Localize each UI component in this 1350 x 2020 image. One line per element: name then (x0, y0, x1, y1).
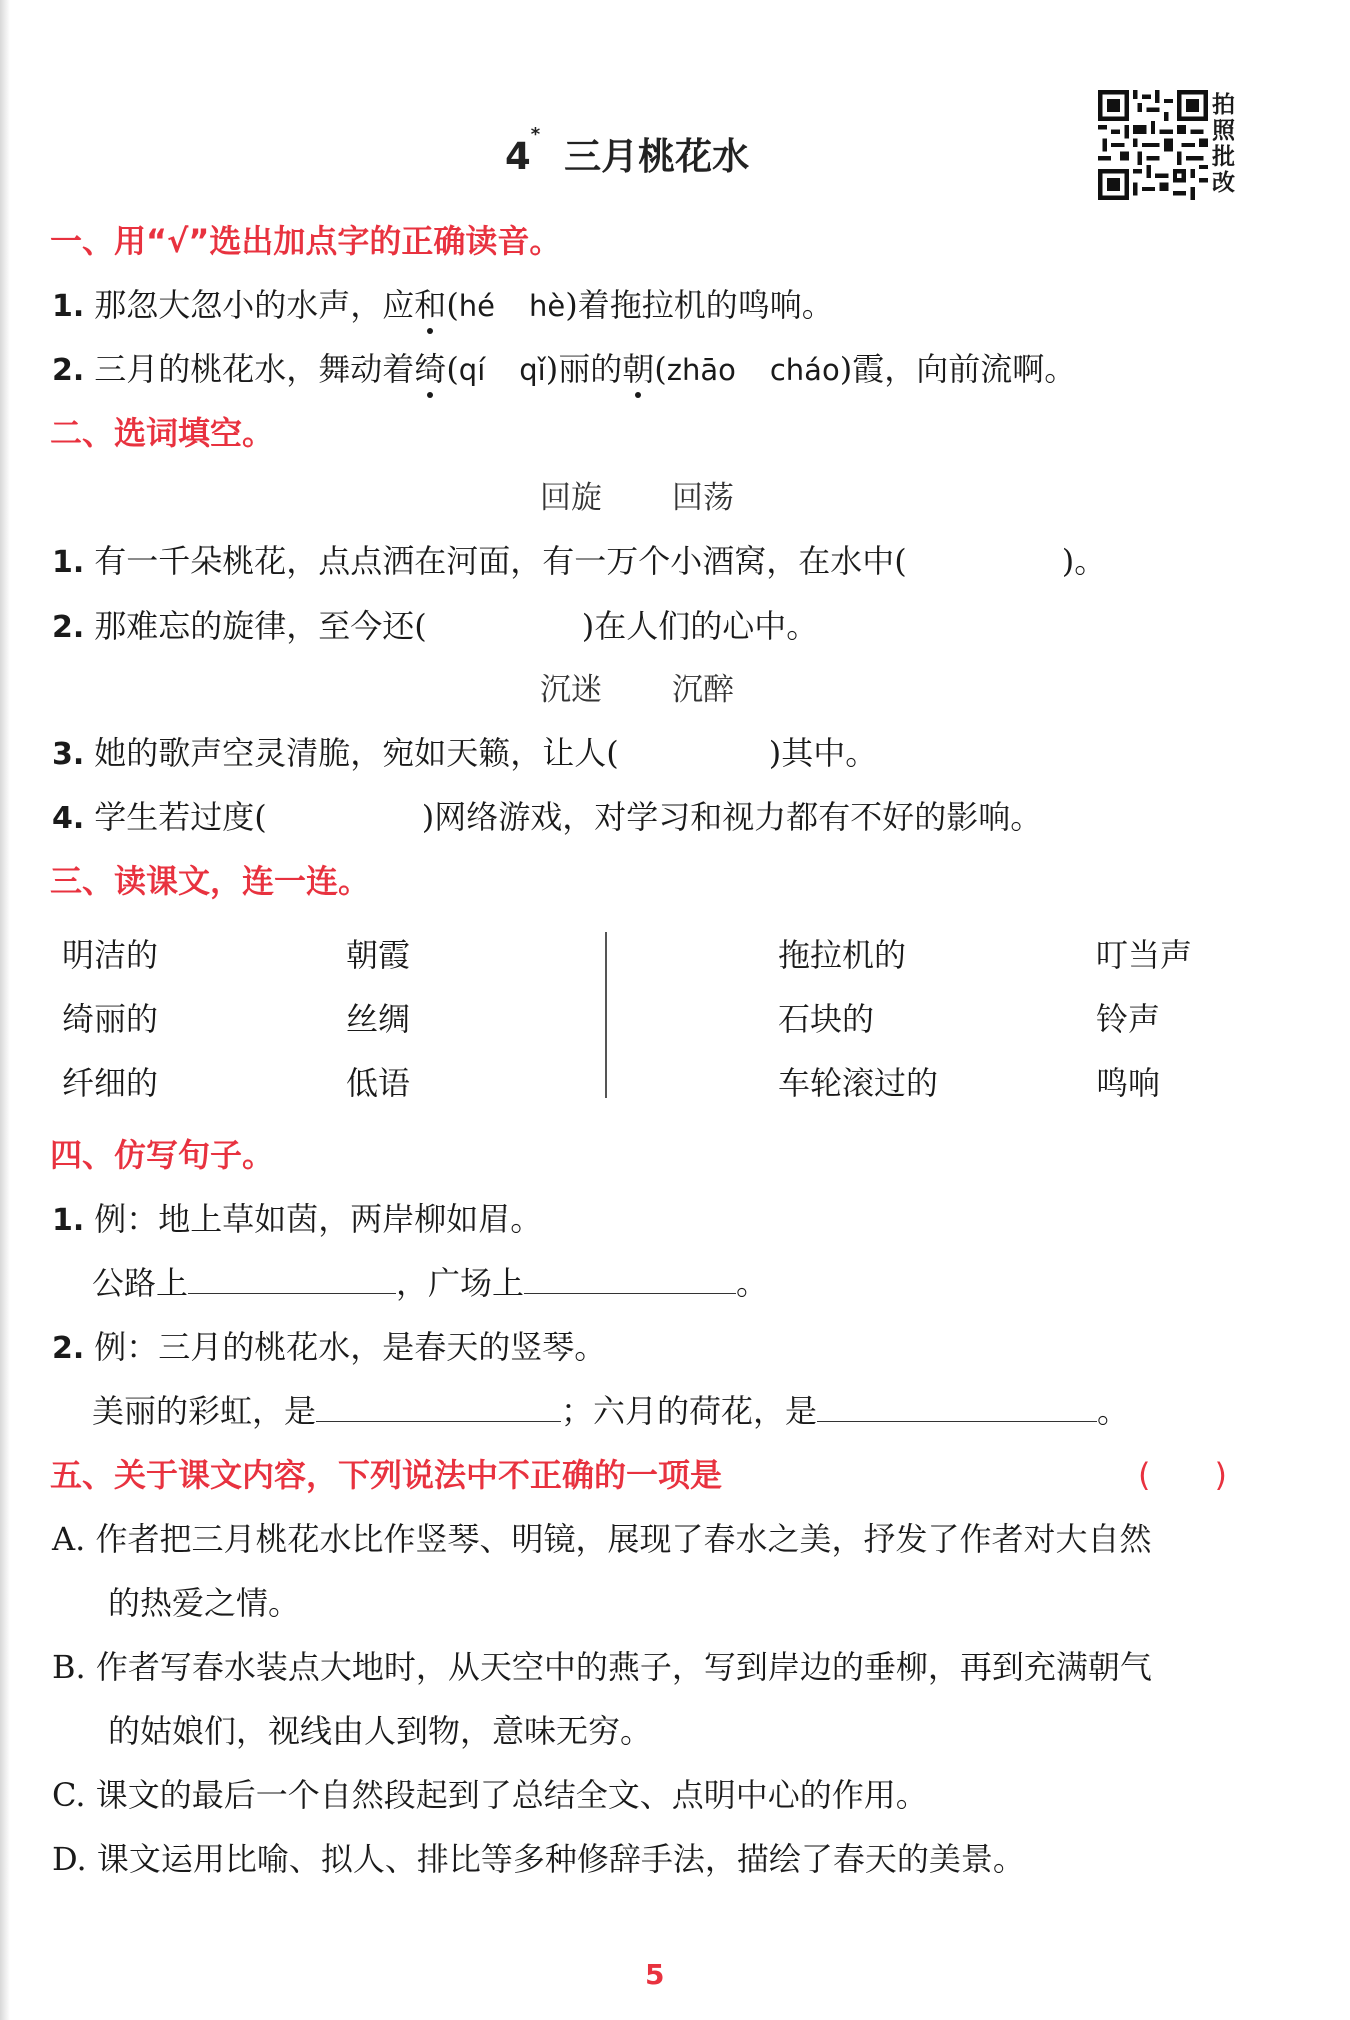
s2-question-1: 1. 有一千朵桃花，点点洒在河面，有一万个小酒窝，在水中( )。 (52, 542, 1107, 580)
answer-line[interactable] (188, 1261, 396, 1294)
s2-question-2: 2. 那难忘的旋律，至今还( )在人们的心中。 (52, 607, 819, 645)
lesson-name: 三月桃花水 (564, 135, 750, 178)
pinyin-option[interactable]: cháo (769, 353, 840, 387)
word-choice-1: 回旋 回荡 (540, 480, 734, 516)
match-item[interactable]: 石块的 (778, 1000, 875, 1038)
s2-question-3: 3. 她的歌声空灵清脆，宛如天籁，让人( )其中。 (52, 734, 878, 772)
answer-line[interactable] (524, 1261, 736, 1294)
pinyin-option[interactable]: zhāo (666, 353, 736, 387)
qr-label: 拍照批改 (1212, 92, 1235, 196)
pinyin-option[interactable]: qǐ (519, 353, 546, 387)
section-4-heading: 四、仿写句子。 (50, 1136, 275, 1174)
answer-parentheses[interactable]: ( ) (1138, 1456, 1227, 1494)
match-item[interactable]: 绮丽的 (62, 1000, 159, 1038)
s1-question-2: 2. 三月的桃花水，舞动着绮(qí qǐ)丽的朝(zhāo cháo)霞，向前流啊。 (52, 344, 1076, 390)
option-c[interactable]: C. 课文的最后一个自然段起到了总结全文、点明中心的作用。 (52, 1776, 928, 1814)
s4-example-1: 1. 例：地上草如茵，两岸柳如眉。 (52, 1200, 543, 1238)
column-divider (605, 932, 607, 1098)
dotted-char: 和 (414, 280, 446, 326)
match-item[interactable]: 低语 (346, 1064, 411, 1102)
lesson-number: 4 (505, 135, 531, 178)
dotted-char: 绮 (414, 344, 446, 390)
match-item[interactable]: 车轮滚过的 (778, 1064, 939, 1102)
lesson-star: * (530, 124, 541, 145)
dotted-char: 朝 (622, 344, 654, 390)
match-item[interactable]: 铃声 (1096, 1000, 1161, 1038)
option-d[interactable]: D. 课文运用比喻、拟人、排比等多种修辞手法，描绘了春天的美景。 (52, 1840, 1025, 1878)
match-item[interactable]: 明洁的 (62, 936, 159, 974)
s1-question-1: 1. 那忽大忽小的水声，应和(hé hè)着拖拉机的鸣响。 (52, 280, 834, 326)
match-item[interactable]: 拖拉机的 (778, 936, 907, 974)
option-b-cont: 的姑娘们，视线由人到物，意味无穷。 (108, 1712, 653, 1750)
answer-line[interactable] (316, 1389, 561, 1422)
match-item[interactable]: 丝绸 (346, 1000, 411, 1038)
option-b[interactable]: B. 作者写春水装点大地时，从天空中的燕子，写到岸边的垂柳，再到充满朝气 (52, 1648, 1152, 1686)
option-a[interactable]: A. 作者把三月桃花水比作竖琴、明镜，展现了春水之美，抒发了作者对大自然 (52, 1520, 1152, 1558)
s2-question-4: 4. 学生若过度( )网络游戏，对学习和视力都有不好的影响。 (52, 798, 1043, 836)
match-item[interactable]: 叮当声 (1096, 936, 1193, 974)
option-a-cont: 的热爱之情。 (108, 1584, 301, 1622)
section-1-heading: 一、用“√”选出加点字的正确读音。 (50, 222, 562, 260)
match-item[interactable]: 朝霞 (346, 936, 411, 974)
s4-answer-1: 公路上 ，广场上 。 (92, 1258, 768, 1304)
section-2-heading: 二、选词填空。 (50, 414, 275, 452)
s4-answer-2: 美丽的彩虹，是 ；六月的荷花，是 。 (92, 1386, 1129, 1432)
section-3-heading: 三、读课文，连一连。 (50, 862, 371, 900)
pinyin-option[interactable]: hé (458, 289, 496, 323)
match-item[interactable]: 纤细的 (62, 1064, 159, 1102)
page-edge-shadow (0, 0, 10, 2020)
pinyin-option[interactable]: qí (458, 353, 486, 387)
page-number: 5 (645, 1958, 665, 1991)
section-5-heading: 五、关于课文内容，下列说法中不正确的一项是 (50, 1456, 723, 1494)
word-choice-2: 沉迷 沉醉 (540, 672, 734, 708)
lesson-title (505, 126, 749, 180)
qr-code-icon[interactable] (1098, 90, 1208, 200)
answer-line[interactable] (817, 1389, 1097, 1422)
pinyin-option[interactable]: hè (529, 289, 566, 323)
match-item[interactable]: 鸣响 (1096, 1064, 1161, 1102)
s4-example-2: 2. 例：三月的桃花水，是春天的竖琴。 (52, 1328, 607, 1366)
